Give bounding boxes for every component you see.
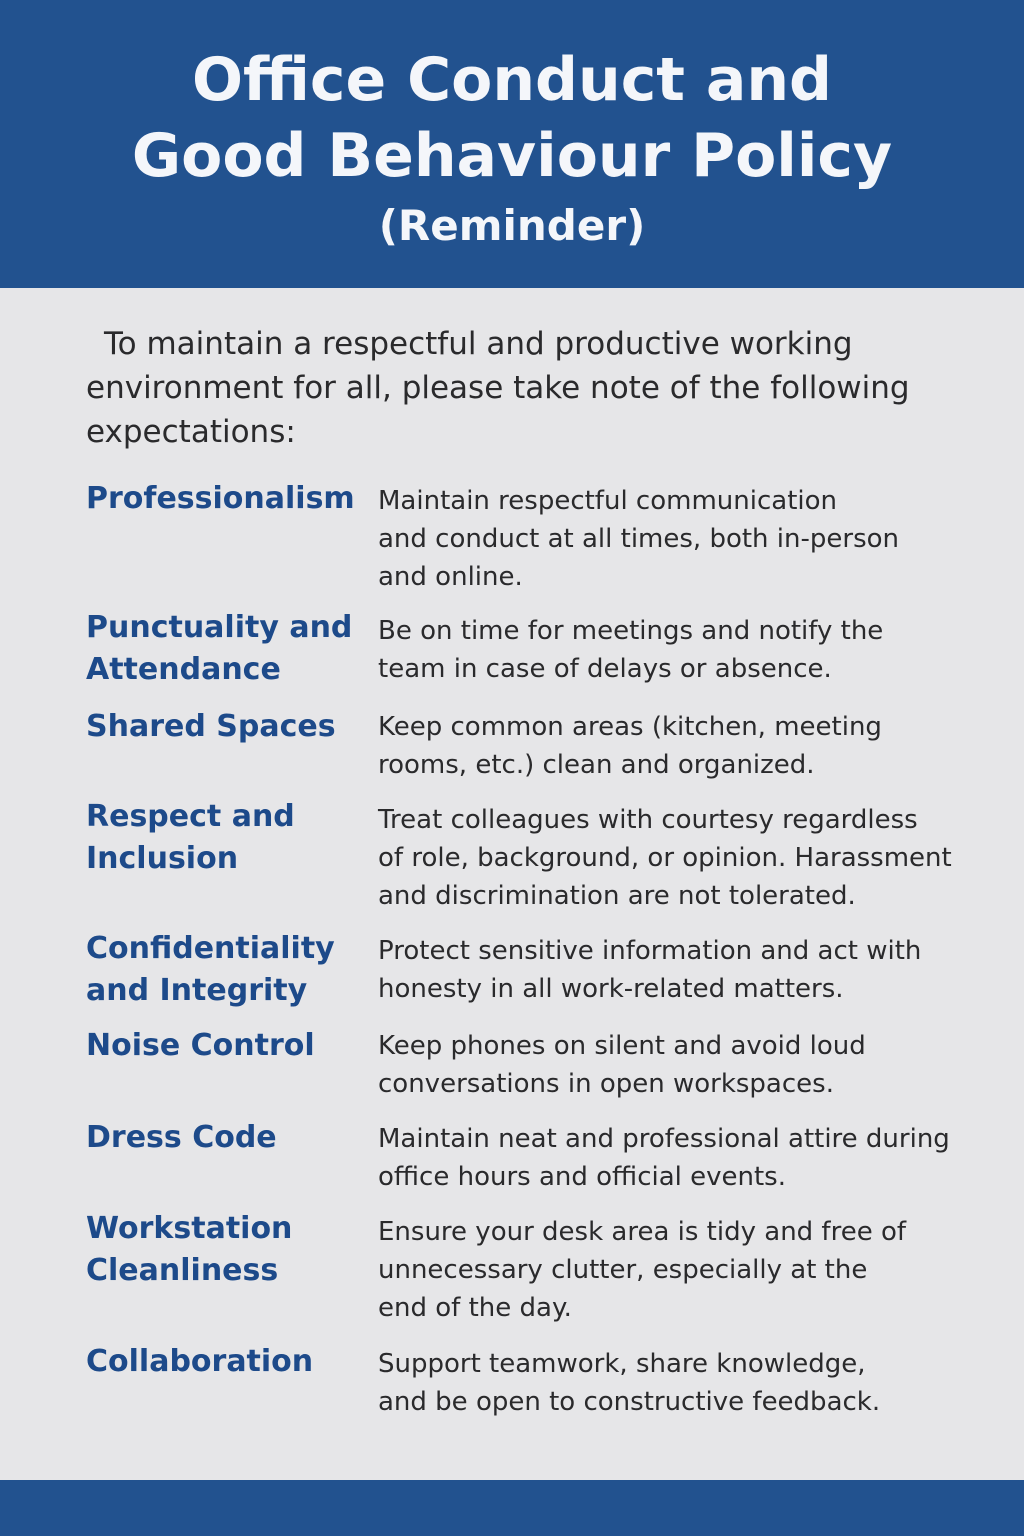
rule-desc-line: and online. <box>378 562 523 592</box>
rule-desc-workstation-cleanliness <box>378 1213 978 1327</box>
rule-desc-collaboration <box>378 1345 978 1421</box>
rule-term-line: Punctuality and <box>86 610 353 645</box>
rule-desc-line: Keep phones on silent and avoid loud <box>378 1031 866 1061</box>
rule-desc-line: Ensure your desk area is tidy and free of <box>378 1217 907 1247</box>
rule-desc-dress-code <box>378 1120 978 1196</box>
rule-term-line: Workstation <box>86 1211 293 1246</box>
rule-term-line: Cleanliness <box>86 1253 279 1288</box>
rule-term-line: Professionalism <box>86 481 355 516</box>
rule-desc-line: office hours and official events. <box>378 1162 786 1192</box>
rule-desc-line: Keep common areas (kitchen, meeting <box>378 712 882 742</box>
rule-desc-line: Protect sensitive information and act with <box>378 936 922 966</box>
rule-desc-punctuality <box>378 612 978 688</box>
rule-desc-noise-control <box>378 1027 978 1103</box>
rule-desc-line: Maintain respectful communication <box>378 486 837 516</box>
rule-desc-line: Support teamwork, share knowledge, <box>378 1349 866 1379</box>
rule-term-dress-code <box>86 1117 361 1159</box>
rule-desc-shared-spaces <box>378 708 978 784</box>
title-line-2: Good Behaviour Policy <box>131 121 893 191</box>
rule-desc-line: Treat colleagues with courtesy regardless <box>378 805 918 835</box>
rule-desc-line: Be on time for meetings and notify the <box>378 616 884 646</box>
rule-desc-professionalism <box>378 482 978 596</box>
rule-desc-line: and conduct at all times, both in-person <box>378 524 900 554</box>
rule-term-shared-spaces <box>86 706 361 748</box>
rule-desc-line: conversations in open workspaces. <box>378 1069 834 1099</box>
rule-desc-line: end of the day. <box>378 1293 572 1323</box>
rule-desc-line: and discrimination are not tolerated. <box>378 881 856 911</box>
rule-desc-line: Maintain neat and professional attire during <box>378 1124 950 1154</box>
rule-term-line: Confidentiality <box>86 931 335 966</box>
rule-term-line: Shared Spaces <box>86 709 336 744</box>
rule-term-line: Inclusion <box>86 841 239 876</box>
rule-term-professionalism <box>86 478 361 520</box>
rule-desc-line: of role, background, or opinion. Harassment <box>378 843 952 873</box>
rule-desc-line: honesty in all work-related matters. <box>378 974 844 1004</box>
intro-line: expectations: <box>86 414 296 450</box>
rule-desc-respect-inclusion <box>378 801 978 915</box>
rule-term-noise-control <box>86 1025 361 1067</box>
rule-term-line: Attendance <box>86 652 281 687</box>
rule-term-respect-inclusion <box>86 796 361 880</box>
rule-desc-line: and be open to constructive feedback. <box>378 1387 881 1417</box>
intro-line: environment for all, please take note of the following <box>86 370 910 406</box>
subtitle: (Reminder) <box>378 201 646 250</box>
rule-term-line: Collaboration <box>86 1344 314 1379</box>
rule-term-line: and Integrity <box>86 973 308 1008</box>
rule-desc-confidentiality <box>378 932 978 1008</box>
intro-line: To maintain a respectful and productive working <box>104 326 853 362</box>
rule-term-line: Noise Control <box>86 1028 315 1063</box>
rule-term-confidentiality <box>86 928 361 1012</box>
title-line-1: Office Conduct and <box>192 45 832 115</box>
rule-desc-line: team in case of delays or absence. <box>378 654 832 684</box>
rule-desc-line: rooms, etc.) clean and organized. <box>378 750 815 780</box>
rule-term-workstation-cleanliness <box>86 1208 361 1292</box>
rule-term-line: Dress Code <box>86 1120 277 1155</box>
rule-desc-line: unnecessary clutter, especially at the <box>378 1255 868 1285</box>
rule-term-punctuality <box>86 607 361 691</box>
footer-bar <box>0 1480 1024 1536</box>
rule-term-collaboration <box>86 1341 361 1383</box>
rule-term-line: Respect and <box>86 799 295 834</box>
